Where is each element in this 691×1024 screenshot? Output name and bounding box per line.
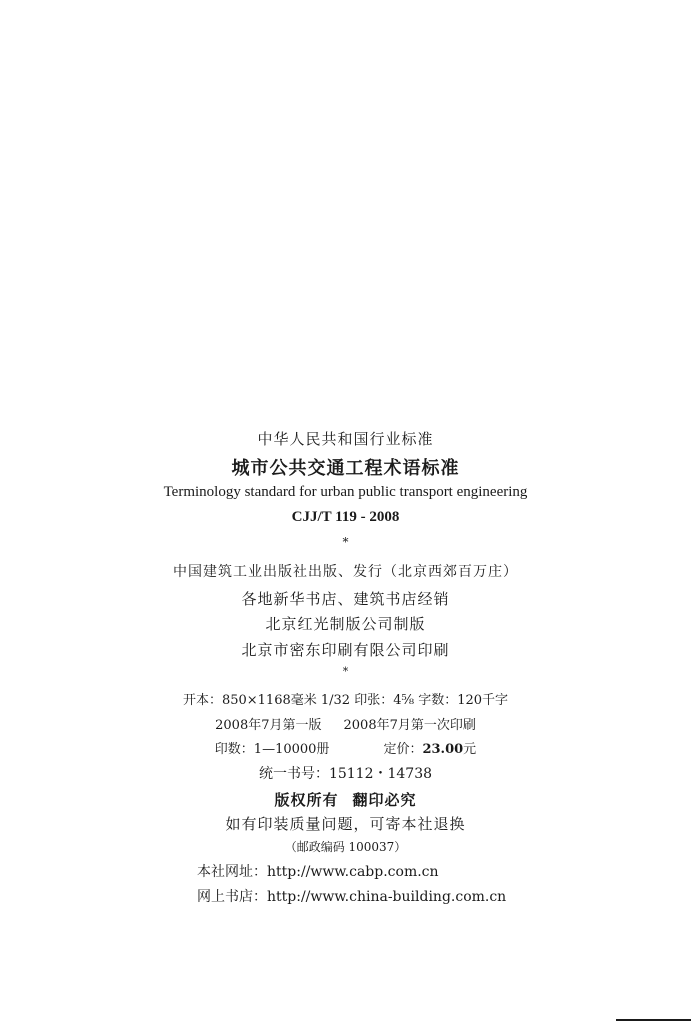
price-value: 23.00 [422,742,464,757]
first-printing: 2008年7月第一次印刷 [343,718,476,733]
title-chinese: 城市公共交通工程术语标准 [231,458,460,479]
separator-asterisk: * [342,665,349,678]
separator-asterisk: * [342,535,349,549]
print-run: 印数：1—10000册 [214,742,330,757]
standard-code: CJJ/T 119 - 2008 [291,509,400,525]
unified-book-number: 统一书号：15112・14738 [258,766,433,782]
format-line: 开本：850×1168毫米 1/32 印张：4⅝ 字数：120千字 [182,693,509,708]
distributor-line: 各地新华书店、建筑书店经销 [241,590,450,608]
publisher-line: 中国建筑工业出版社出版、发行（北京西郊百万庄） [173,564,518,580]
printer-line: 北京市密东印刷有限公司印刷 [241,641,450,659]
postal-code: （邮政编码 100037） [284,840,407,854]
online-bookstore-website: 网上书店：http://www.china-building.com.cn [197,889,507,905]
price-label: 定价： [383,742,423,757]
quality-notice: 如有印装质量问题，可寄本社退换 [225,815,466,833]
title-english: Terminology standard for urban public transport engineering [163,484,528,500]
standard-series: 中华人民共和国行业标准 [257,430,434,448]
copyright-notice [0,789,691,810]
plate-maker-line: 北京红光制版公司制版 [265,615,426,633]
copies-price-line [0,738,691,757]
rights-reserved: 版权所有 [274,791,339,809]
edition-line [0,714,691,733]
page-edge-rule [616,1019,691,1021]
publisher-website: 本社网址：http://www.cabp.com.cn [197,864,439,880]
first-edition: 2008年7月第一版 [215,718,322,733]
price-unit: 元 [463,742,477,757]
piracy-notice: 翻印必究 [352,791,417,809]
